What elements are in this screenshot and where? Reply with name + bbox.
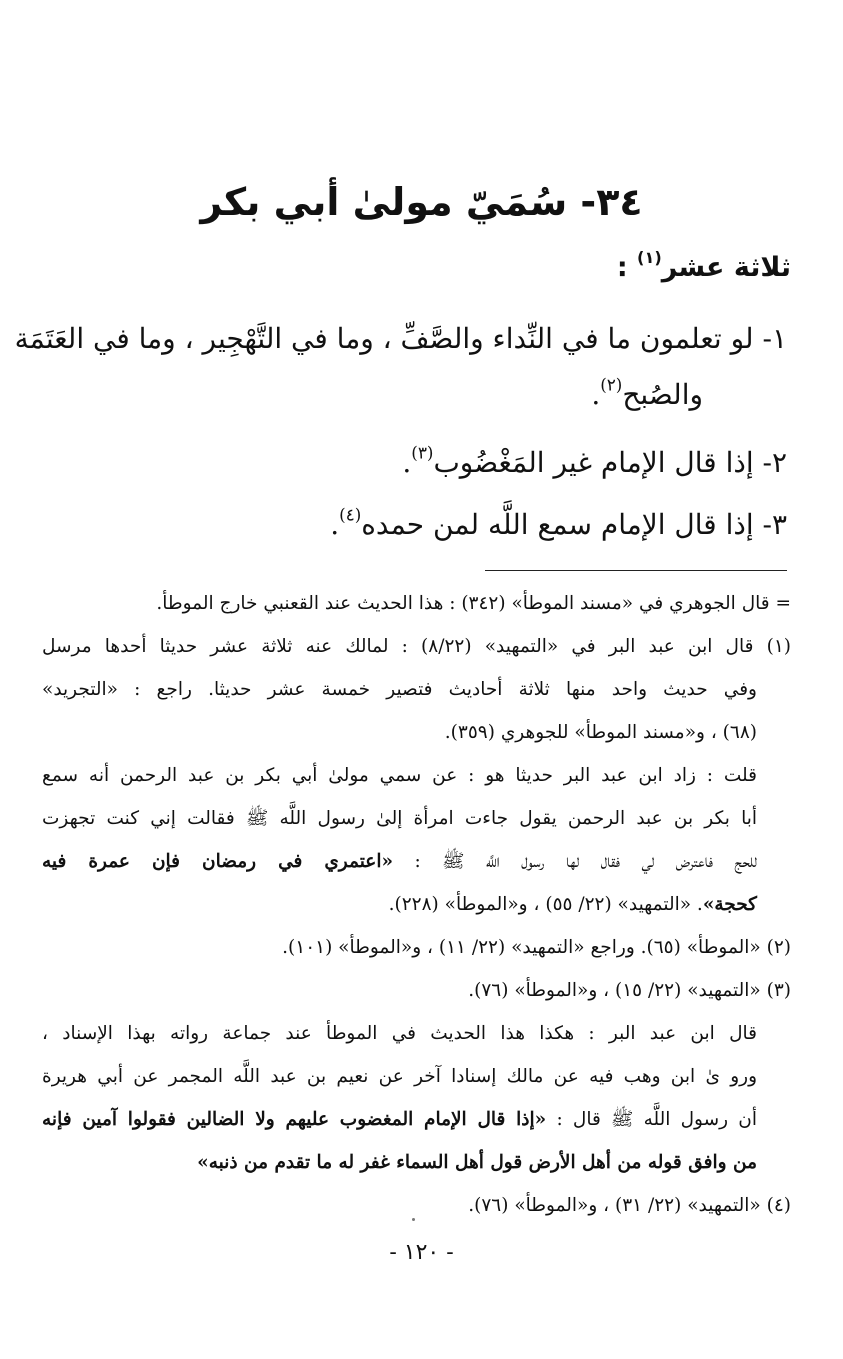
footnote-ref-4: (٤) (339, 504, 362, 525)
footnote-1-line-3: (٦٨) ، و«مسند الموطأ» للجوهري (٣٥٩). (444, 722, 757, 743)
footnote-ref-3: (٣) (411, 442, 434, 463)
footnote-3: (٣) «التمهيد» (٢٢/ ١٥) ، و«الموطأ» (٧٦). (468, 980, 791, 1001)
footnote-4: (٤) «التمهيد» (٢٢/ ٣١) ، و«الموطأ» (٧٦). (468, 1195, 791, 1216)
footnote-divider (485, 570, 787, 571)
footnote-1-line-5: أبا بكر بن عبد الرحمن يقول جاءت امرأة إلىٰ رسول اللَّه ﷺ فقالت إني كنت تجهزت (42, 808, 757, 829)
footnote-continuation: = قال الجوهري في «مسند الموطأ» (٣٤٢) : هذا الحديث عند القعنبي خارج الموطأ. (156, 593, 791, 614)
footnote-ref-2: (٢) (600, 374, 623, 395)
hadith-item-2-end: . (402, 446, 412, 479)
hadith-item-1-end: . (591, 378, 601, 411)
footnote-1-line-6-text: للحج فاعترض لي فقال لها رسول اللَّه ﷺ : (414, 851, 757, 872)
hadith-quote-amin-end: من وافق قوله من أهل الأرض قول أهل السماء غفر له ما تقدم من ذنبه» (197, 1152, 757, 1173)
footnote-3-line-3: ورو ىٰ ابن وهب فيه عن مالك إسنادا آخر عن نعيم بن عبد اللَّه المجمر عن أبي هريرة (42, 1066, 757, 1087)
page-number: - ١٢٠ - (389, 1240, 454, 1265)
footnote-1-line-6 (42, 848, 757, 876)
footnote-1-line-7 (42, 891, 757, 919)
footnote-3-line-2: قال ابن عبد البر : هكذا هذا الحديث في الموطأ عند جماعة رواته بهذا الإسناد ، (42, 1023, 757, 1044)
footnote-1-line-1: (١) قال ابن عبد البر في «التمهيد» (٨/٢٢) : لمالك عنه ثلاثة عشر حديثا أحدها مرسل (42, 636, 791, 657)
hadith-quote-umrah-end: كحجة» (702, 894, 757, 915)
hadith-item-2-text: ٢- إذا قال الإمام غير المَغْضُوب (433, 446, 787, 479)
hadith-item-1-tail: والصُبح (622, 378, 703, 411)
chapter-title: ٣٤- سُمَيّ مولىٰ أبي بكر (200, 180, 643, 224)
hadith-item-2 (44, 432, 787, 494)
hadith-item-1-line-2 (44, 364, 703, 426)
hadith-quote-umrah: «اعتمري في رمضان فإن عمرة فيه (42, 851, 394, 872)
hadith-quote-amin: «إذا قال الإمام المغضوب عليهم ولا الضالين فقولوا آمين فإنه (42, 1109, 547, 1130)
footnote-3-line-4 (42, 1106, 757, 1134)
hadith-item-1-line-1: ١- لو تعلمون ما في النِّداء والصَّفِّ ، وما في التَّهْجِير ، وما في العَتَمَة (14, 322, 787, 355)
heading-colon: : (616, 252, 638, 283)
footnote-1-line-7-text: . «التمهيد» (٢٢/ ٥٥) ، و«الموطأ» (٢٢٨). (388, 894, 703, 915)
hadith-count-text: ثلاثة عشر (661, 252, 791, 283)
footnote-2: (٢) «الموطأ» (٦٥). وراجع «التمهيد» (٢٢/ ١١) ، و«الموطأ» (١٠١). (282, 937, 791, 958)
hadith-item-3-text: ٣- إذا قال الإمام سمع اللَّه لمن حمده (361, 508, 787, 541)
print-speck (412, 1218, 415, 1221)
footnote-1-line-4: قلت : زاد ابن عبد البر حديثا هو : عن سمي مولىٰ أبي بكر بن عبد الرحمن أنه سمع (42, 765, 757, 786)
footnote-3-line-4-text: أن رسول اللَّه ﷺ قال : (556, 1109, 757, 1130)
footnote-ref-1: (١) (637, 248, 662, 268)
hadith-item-3 (44, 494, 787, 556)
footnote-1-line-2: وفي حديث واحد منها ثلاثة أحاديث فتصير خمسة عشر حديثا. راجع : «التجريد» (42, 679, 757, 700)
hadith-item-3-end: . (330, 508, 340, 541)
hadith-count-heading (617, 250, 791, 286)
